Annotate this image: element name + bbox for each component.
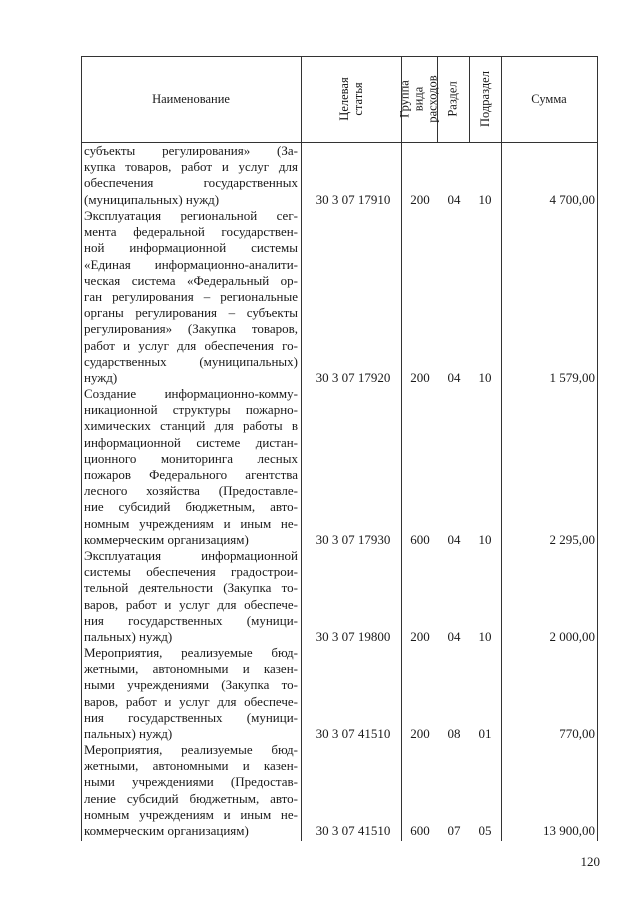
column-divider (81, 56, 82, 841)
row-name-line: варов, работ и услуг для обеспече- (84, 693, 298, 709)
header-group (398, 56, 441, 142)
budget-table (81, 56, 598, 841)
header-sum: Сумма (531, 92, 567, 106)
row-sum: 2 295,00 (549, 532, 595, 547)
row-name-line: информационной системе дистан- (84, 434, 298, 450)
row-name-line: регулирования» (Закупка товаров, (84, 321, 298, 337)
row-name-line: пальных) нужд) (84, 725, 173, 741)
row-name-line: коммерческим организациям) (84, 822, 249, 838)
row-name-line: ние субсидий бюджетным, авто- (84, 499, 298, 515)
row-name-line: ния государственных (муници- (84, 612, 298, 628)
row-name-line: ческая система «Федеральный ор- (84, 272, 298, 288)
row-section: 04 (447, 532, 461, 547)
row-name-line: ной информационной системы (84, 240, 298, 256)
row-code: 30 3 07 17920 (315, 370, 391, 385)
row-section: 04 (447, 629, 461, 644)
row-code: 30 3 07 19800 (315, 629, 391, 644)
row-name-line: мента федеральной государствен- (84, 224, 298, 240)
row-group: 200 (410, 629, 430, 644)
row-code: 30 3 07 41510 (315, 726, 391, 741)
row-sum: 1 579,00 (549, 370, 595, 385)
row-subsection: 10 (478, 532, 492, 547)
row-group: 600 (410, 532, 430, 547)
header-subsection-label: Подраздел (478, 71, 492, 127)
row-name (84, 143, 298, 208)
row-name (84, 645, 298, 742)
row-sum: 2 000,00 (549, 629, 595, 644)
header-section (437, 56, 469, 142)
row-sum: 4 700,00 (549, 192, 595, 207)
row-name-line: номным учреждениям и иным не- (84, 806, 298, 822)
row-name-line: никационной структуры пожарно- (84, 402, 298, 418)
row-group: 200 (410, 192, 430, 207)
row-code: 30 3 07 41510 (315, 823, 391, 838)
header-name: Наименование (152, 92, 230, 106)
column-divider (301, 56, 302, 841)
row-name-line: ционного мониторинга лесных (84, 450, 298, 466)
row-name-line: Эксплуатация региональной сег- (84, 208, 298, 223)
header-code (301, 56, 401, 142)
row-name-line: ган регулирования – региональные (84, 288, 298, 304)
row-name-line: Мероприятия, реализуемые бюд- (84, 742, 298, 757)
row-name-line: жетными, автономными и казен- (84, 758, 298, 774)
row-name-line: химических станций для работы в (84, 418, 298, 434)
row-name-line: коммерческим организациям) (84, 531, 249, 547)
row-name-line: жетными, автономными и казен- (84, 661, 298, 677)
row-name-line: субъекты регулирования» (За- (84, 143, 298, 158)
row-name-line: ление субсидий бюджетным, авто- (84, 790, 298, 806)
row-code: 30 3 07 17930 (315, 532, 391, 547)
row-name-line: пожаров Федерального агентства (84, 466, 298, 482)
row-subsection: 10 (478, 629, 492, 644)
header-code-label: Целевая статья (337, 77, 365, 121)
row-name-line: «Единая информационно-аналити- (84, 256, 298, 272)
row-name (84, 548, 298, 645)
row-name (84, 742, 298, 839)
column-divider (501, 56, 502, 841)
row-name-line: Создание информационно-комму- (84, 386, 298, 401)
row-sum: 770,00 (559, 726, 595, 741)
header-group-label: Группа вида расходов (398, 75, 441, 123)
row-section: 08 (447, 726, 461, 741)
row-group: 200 (410, 370, 430, 385)
header-subsection (469, 56, 501, 142)
row-name-line: Эксплуатация информационной (84, 548, 298, 563)
row-name-line: купка товаров, работ и услуг для (84, 159, 298, 175)
row-subsection: 01 (478, 726, 492, 741)
row-name-line: обеспечения государственных (84, 175, 298, 191)
row-section: 04 (447, 370, 461, 385)
row-sum: 13 900,00 (543, 823, 595, 838)
row-name (84, 208, 298, 386)
row-name-line: работ и услуг для обеспечения го- (84, 337, 298, 353)
row-group: 200 (410, 726, 430, 741)
row-section: 04 (447, 192, 461, 207)
row-name-line: номным учреждениям и иным не- (84, 515, 298, 531)
row-subsection: 10 (478, 370, 492, 385)
column-divider (401, 56, 402, 841)
header-section-label: Раздел (446, 81, 461, 117)
row-section: 07 (447, 823, 461, 838)
row-name-line: нужд) (84, 369, 118, 385)
row-name-line: сударственных (муниципальных) (84, 353, 298, 369)
row-name-line: Мероприятия, реализуемые бюд- (84, 645, 298, 660)
row-name (84, 386, 298, 548)
row-name-line: (муниципальных) нужд) (84, 191, 220, 207)
row-name-line: варов, работ и услуг для обеспече- (84, 596, 298, 612)
row-name-line: системы обеспечения градострои- (84, 564, 298, 580)
row-name-line: органы регулирования – субъекты (84, 305, 298, 321)
row-group: 600 (410, 823, 430, 838)
row-name-line: ния государственных (муници- (84, 709, 298, 725)
row-name-line: пальных) нужд) (84, 628, 173, 644)
page-number: 120 (580, 854, 600, 869)
row-subsection: 10 (478, 192, 492, 207)
row-code: 30 3 07 17910 (315, 192, 391, 207)
row-name-line: ными учреждениями (Предостав- (84, 774, 298, 790)
row-subsection: 05 (478, 823, 492, 838)
column-divider (597, 56, 598, 841)
row-name-line: тельной деятельности (Закупка то- (84, 580, 298, 596)
row-name-line: лесного хозяйства (Предоставле- (84, 483, 298, 499)
row-name-line: ными учреждениями (Закупка то- (84, 677, 298, 693)
